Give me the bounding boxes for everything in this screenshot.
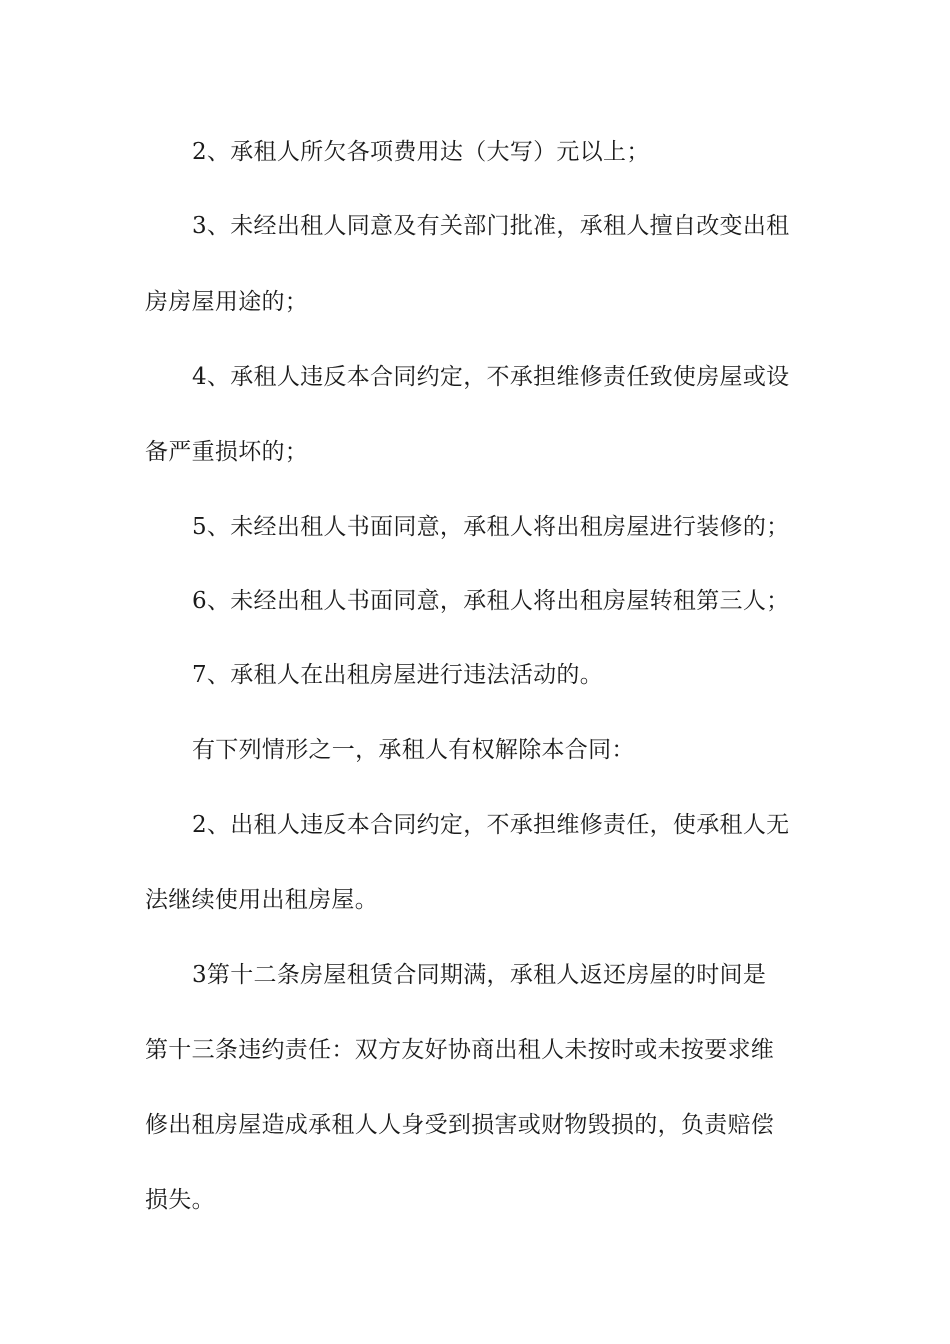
tenant-termination-heading: 有下列情形之一，承租人有权解除本合同： xyxy=(192,737,635,763)
tenant-clause-2-cont: 法继续使用出租房屋。 xyxy=(145,887,378,913)
clause-4-maintenance: 4、承租人违反本合同约定，不承担维修责任致使房屋或设 xyxy=(192,364,790,390)
clause-3-change-use: 3、未经出租人同意及有关部门批准，承租人擅自改变出租 xyxy=(192,213,790,239)
clause-4-maintenance-cont: 备严重损坏的； xyxy=(145,439,309,465)
clause-5-renovation: 5、未经出租人书面同意，承租人将出租房屋进行装修的； xyxy=(192,514,790,540)
article-13-liability: 第十三条违约责任：双方友好协商出租人未按时或未按要求维 xyxy=(145,1037,775,1063)
tenant-clause-2: 2、出租人违反本合同约定，不承担维修责任，使承租人无 xyxy=(192,812,790,838)
clause-3-change-use-cont: 房房屋用途的； xyxy=(145,289,309,315)
article-13-liability-end: 损失。 xyxy=(145,1187,215,1213)
clause-7-illegal-activity: 7、承租人在出租房屋进行违法活动的。 xyxy=(192,662,604,688)
article-12-return: 3第十二条房屋租赁合同期满，承租人返还房屋的时间是 xyxy=(192,962,767,988)
clause-2-arrears: 2、承租人所欠各项费用达（大写）元以上； xyxy=(192,139,650,165)
clause-6-sublet: 6、未经出租人书面同意，承租人将出租房屋转租第三人； xyxy=(192,588,790,614)
article-13-liability-cont: 修出租房屋造成承租人人身受到损害或财物毁损的，负责赔偿 xyxy=(145,1112,775,1138)
